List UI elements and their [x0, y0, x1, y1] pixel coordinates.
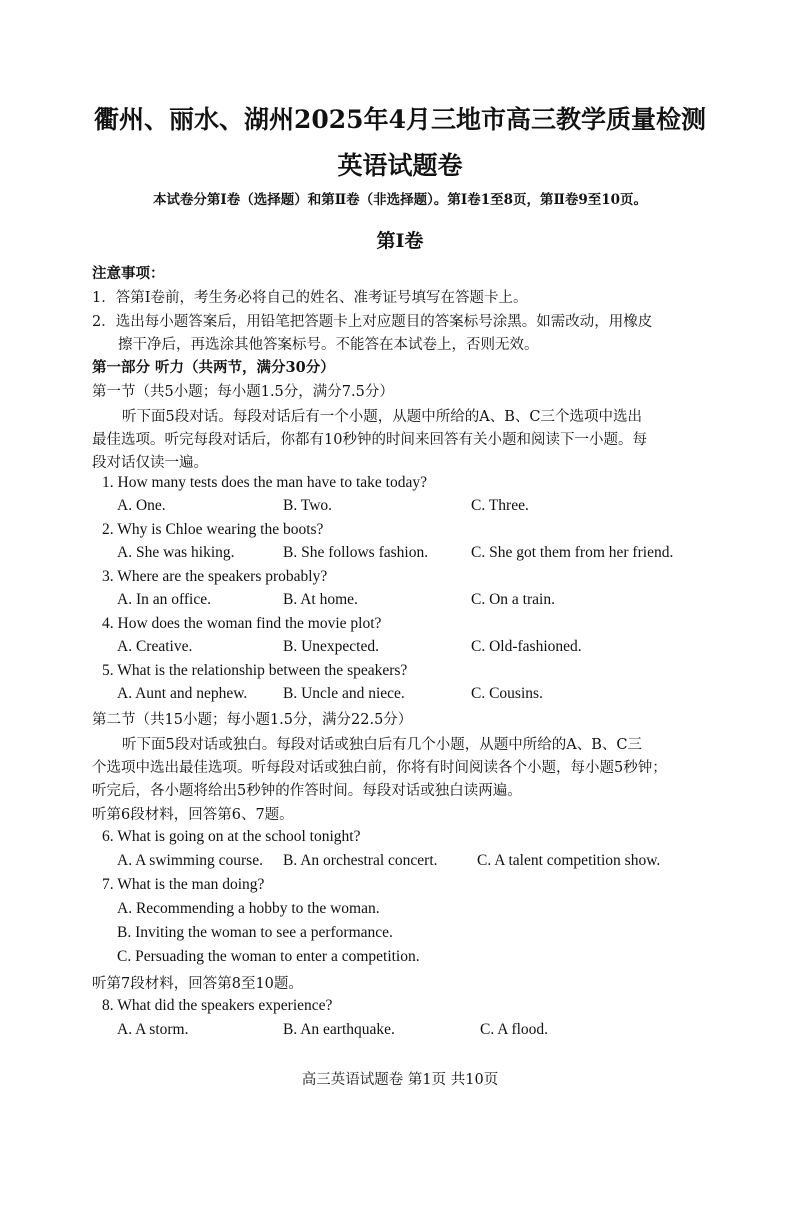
section2-instructions-2: 个选项中选出最佳选项。听每段对话或独白前，你将有时间阅读各个小题，每小题5秒钟； — [92, 760, 667, 776]
notes-item-2-line-1: 2．选出每小题答案后，用铅笔把答题卡上对应题目的答案标号涂黑。如需改动，用橡皮 — [92, 314, 653, 330]
section2-heading: 第二节（共15小题；每小题1.5分，满分22.5分） — [92, 712, 413, 728]
question-7-stem: 7. What is the man doing? — [102, 876, 265, 893]
exam-subtitle: 英语试题卷 — [337, 151, 463, 180]
question-4-option-b: B. Unexpected. — [283, 638, 379, 655]
question-5-stem: 5. What is the relationship between the speakers? — [102, 662, 408, 679]
question-1-option-b: B. Two. — [283, 497, 333, 514]
question-8-option-a: A. A storm. — [117, 1021, 189, 1038]
question-6-option-a: A. A swimming course. — [117, 852, 263, 869]
exam-title: 衢州、丽水、湖州2025年4月三地市高三教学质量检测 — [94, 105, 706, 134]
question-1-option-a: A. One. — [117, 497, 166, 514]
notes-heading: 注意事项： — [92, 265, 165, 282]
section1-instructions-3: 段对话仅读一遍。 — [92, 455, 208, 471]
question-3-stem: 3. Where are the speakers probably? — [102, 568, 328, 585]
material-6-instruction: 听第6段材料，回答第6、7题。 — [92, 807, 294, 823]
question-5-option-a: A. Aunt and nephew. — [117, 685, 248, 702]
question-7-option-b: B. Inviting the woman to see a performance. — [117, 924, 393, 941]
question-6-option-c: C. A talent competition show. — [477, 852, 661, 869]
section2-instructions-3: 听完后，各小题将给出5秒钟的作答时间。每段对话或独白读两遍。 — [92, 783, 522, 799]
question-7-option-c: C. Persuading the woman to enter a competition. — [117, 948, 420, 965]
question-6-stem: 6. What is going on at the school tonight? — [102, 828, 361, 845]
question-8-option-b: B. An earthquake. — [283, 1021, 395, 1038]
question-5-option-b: B. Uncle and niece. — [283, 685, 405, 702]
question-5-option-c: C. Cousins. — [471, 685, 543, 702]
question-2-option-c: C. She got them from her friend. — [471, 544, 674, 561]
section1-heading: 第一节（共5小题；每小题1.5分，满分7.5分） — [92, 384, 394, 400]
question-1-option-c: C. Three. — [471, 497, 529, 514]
notes-item-1: 1．答第Ⅰ卷前，考生务必将自己的姓名、准考证号填写在答题卡上。 — [92, 290, 528, 306]
question-8-option-c: C. A flood. — [480, 1021, 549, 1038]
question-2-option-a: A. She was hiking. — [117, 544, 235, 561]
exam-intro: 本试卷分第Ⅰ卷（选择题）和第Ⅱ卷（非选择题）。第Ⅰ卷1至8页，第Ⅱ卷9至10页。 — [152, 192, 648, 208]
question-4-stem: 4. How does the woman find the movie plot? — [102, 615, 382, 632]
volume-heading: 第Ⅰ卷 — [376, 230, 424, 252]
part1-heading: 第一部分 听力（共两节，满分30分） — [92, 359, 335, 376]
question-6-option-b: B. An orchestral concert. — [283, 852, 438, 869]
question-3-option-b: B. At home. — [283, 591, 358, 608]
section2-instructions-1: 听下面5段对话或独白。每段对话或独白后有几个小题，从题中所给的A、B、C三 — [122, 737, 642, 753]
notes-item-2-line-2: 擦干净后，再选涂其他答案标号。不能答在本试卷上，否则无效。 — [118, 337, 539, 353]
question-2-stem: 2. Why is Chloe wearing the boots? — [102, 521, 324, 538]
question-8-stem: 8. What did the speakers experience? — [102, 997, 333, 1014]
question-3-option-a: A. In an office. — [117, 591, 211, 608]
question-4-option-c: C. Old-fashioned. — [471, 638, 582, 655]
question-4-option-a: A. Creative. — [117, 638, 193, 655]
section1-instructions-1: 听下面5段对话。每段对话后有一个小题，从题中所给的A、B、C三个选项中选出 — [122, 409, 642, 425]
question-1-stem: 1. How many tests does the man have to take today? — [102, 474, 427, 491]
page-footer: 高三英语试题卷 第1页 共10页 — [301, 1072, 499, 1088]
material-7-instruction: 听第7段材料，回答第8至10题。 — [92, 976, 303, 992]
question-3-option-c: C. On a train. — [471, 591, 555, 608]
question-2-option-b: B. She follows fashion. — [283, 544, 429, 561]
question-7-option-a: A. Recommending a hobby to the woman. — [117, 900, 380, 917]
section1-instructions-2: 最佳选项。听完每段对话后，你都有10秒钟的时间来回答有关小题和阅读下一小题。每 — [92, 432, 647, 448]
